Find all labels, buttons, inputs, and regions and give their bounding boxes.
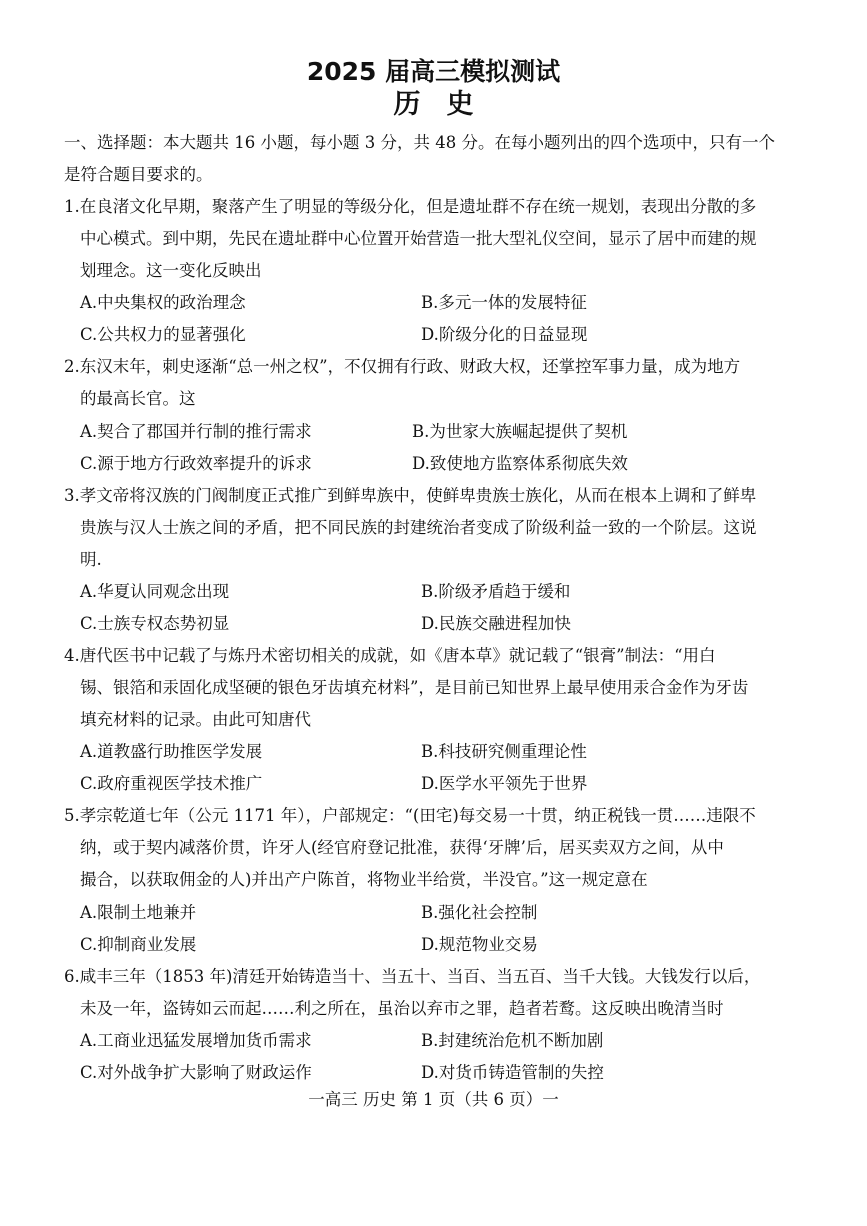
q1-option-c: C.公共权力的显著强化 — [80, 325, 246, 344]
q4-option-b: B.科技研究侧重理论性 — [421, 742, 587, 761]
q3-option-a: A.华夏认同观念出现 — [80, 582, 230, 601]
q4-option-a: A.道教盛行助推医学发展 — [80, 742, 263, 761]
q5-stem-line-1: 5.孝宗乾道七年（公元 1171 年），户部规定：“(田宅)每交易一十贯，纳正税钱一贯……违限不 — [64, 806, 756, 825]
q4-stem-line-3: 填充材料的记录。由此可知唐代 — [80, 710, 311, 729]
q1-stem-line-1: 1.在良渚文化早期，聚落产生了明显的等级分化，但是遗址群不存在统一规划，表现出分散的多 — [64, 197, 757, 216]
q3-option-d: D.民族交融进程加快 — [421, 614, 571, 633]
q4-stem-line-2: 锡、银箔和汞固化成坚硬的银色牙齿填充材料”，是目前已知世界上最早使用汞合金作为牙齿 — [80, 678, 749, 697]
q1-stem-line-2: 中心模式。到中期，先民在遗址群中心位置开始营造一批大型礼仪空间，显示了居中而建的规 — [80, 229, 757, 248]
q2-option-a: A.契合了郡国并行制的推行需求 — [80, 422, 312, 441]
q6-option-c: C.对外战争扩大影响了财政运作 — [80, 1063, 312, 1082]
q5-option-b: B.强化社会控制 — [421, 903, 538, 922]
section-heading-line-1: 一、选择题：本大题共 16 小题，每小题 3 分，共 48 分。在每小题列出的四个选项中，只有一个 — [64, 133, 775, 152]
subject-title: 历史 — [393, 89, 500, 120]
q6-stem-line-2: 未及一年，盗铸如云而起……利之所在，虽治以弃市之罪，趋者若鹜。这反映出晚清当时 — [80, 999, 724, 1018]
q5-option-a: A.限制土地兼并 — [80, 903, 197, 922]
q5-stem-line-2: 纳，或于契内减落价贯，许牙人(经官府登记批准，获得‘牙牌’后，居买卖双方之间，从中 — [80, 838, 724, 857]
exam-title: 2025 届高三模拟测试 — [306, 57, 561, 86]
q1-option-b: B.多元一体的发展特征 — [421, 293, 587, 312]
q5-stem-line-3: 撮合，以获取佣金的人)并出产户陈首，将物业半给赏，半没官。”这一规定意在 — [80, 870, 648, 889]
q1-option-d: D.阶级分化的日益显现 — [421, 325, 588, 344]
q6-stem-line-1: 6.咸丰三年（1853 年)清廷开始铸造当十、当五十、当百、当五百、当千大钱。大钱发行以后， — [64, 967, 761, 986]
q1-stem-line-3: 划理念。这一变化反映出 — [80, 261, 262, 280]
q4-option-d: D.医学水平领先于世界 — [421, 774, 588, 793]
q3-option-c: C.士族专权态势初显 — [80, 614, 230, 633]
q2-option-c: C.源于地方行政效率提升的诉求 — [80, 454, 312, 473]
q1-option-a: A.中央集权的政治理念 — [80, 293, 246, 312]
q4-stem-line-1: 4.唐代医书中记载了与炼丹术密切相关的成就，如《唐本草》就记载了“银膏”制法：“用白 — [64, 646, 716, 665]
q3-stem-line-1: 3.孝文帝将汉族的门阀制度正式推广到鲜卑族中，使鲜卑贵族士族化，从而在根本上调和了鲜卑 — [64, 486, 757, 505]
q3-stem-line-3: 明. — [80, 550, 102, 569]
q6-option-a: A.工商业迅猛发展增加货币需求 — [80, 1031, 312, 1050]
q5-option-d: D.规范物业交易 — [421, 935, 538, 954]
section-heading-line-2: 是符合题目要求的。 — [64, 165, 213, 184]
q4-option-c: C.政府重视医学技术推广 — [80, 774, 263, 793]
q6-option-d: D.对货币铸造管制的失控 — [421, 1063, 604, 1082]
page-footer: 一高三 历史 第 1 页（共 6 页）一 — [308, 1090, 559, 1109]
q2-stem-line-1: 2.东汉末年，刺史逐渐“总一州之权”，不仅拥有行政、财政大权，还掌控军事力量，成为地方 — [64, 357, 741, 376]
q2-stem-line-2: 的最高长官。这 — [80, 389, 196, 408]
q2-option-b: B.为世家大族崛起提供了契机 — [412, 422, 628, 441]
q6-option-b: B.封建统治危机不断加剧 — [421, 1031, 604, 1050]
q3-stem-line-2: 贵族与汉人士族之间的矛盾，把不同民族的封建统治者变成了阶级利益一致的一个阶层。这说 — [80, 518, 757, 537]
q2-option-d: D.致使地方监察体系彻底失效 — [412, 454, 628, 473]
q5-option-c: C.抑制商业发展 — [80, 935, 197, 954]
q3-option-b: B.阶级矛盾趋于缓和 — [421, 582, 571, 601]
